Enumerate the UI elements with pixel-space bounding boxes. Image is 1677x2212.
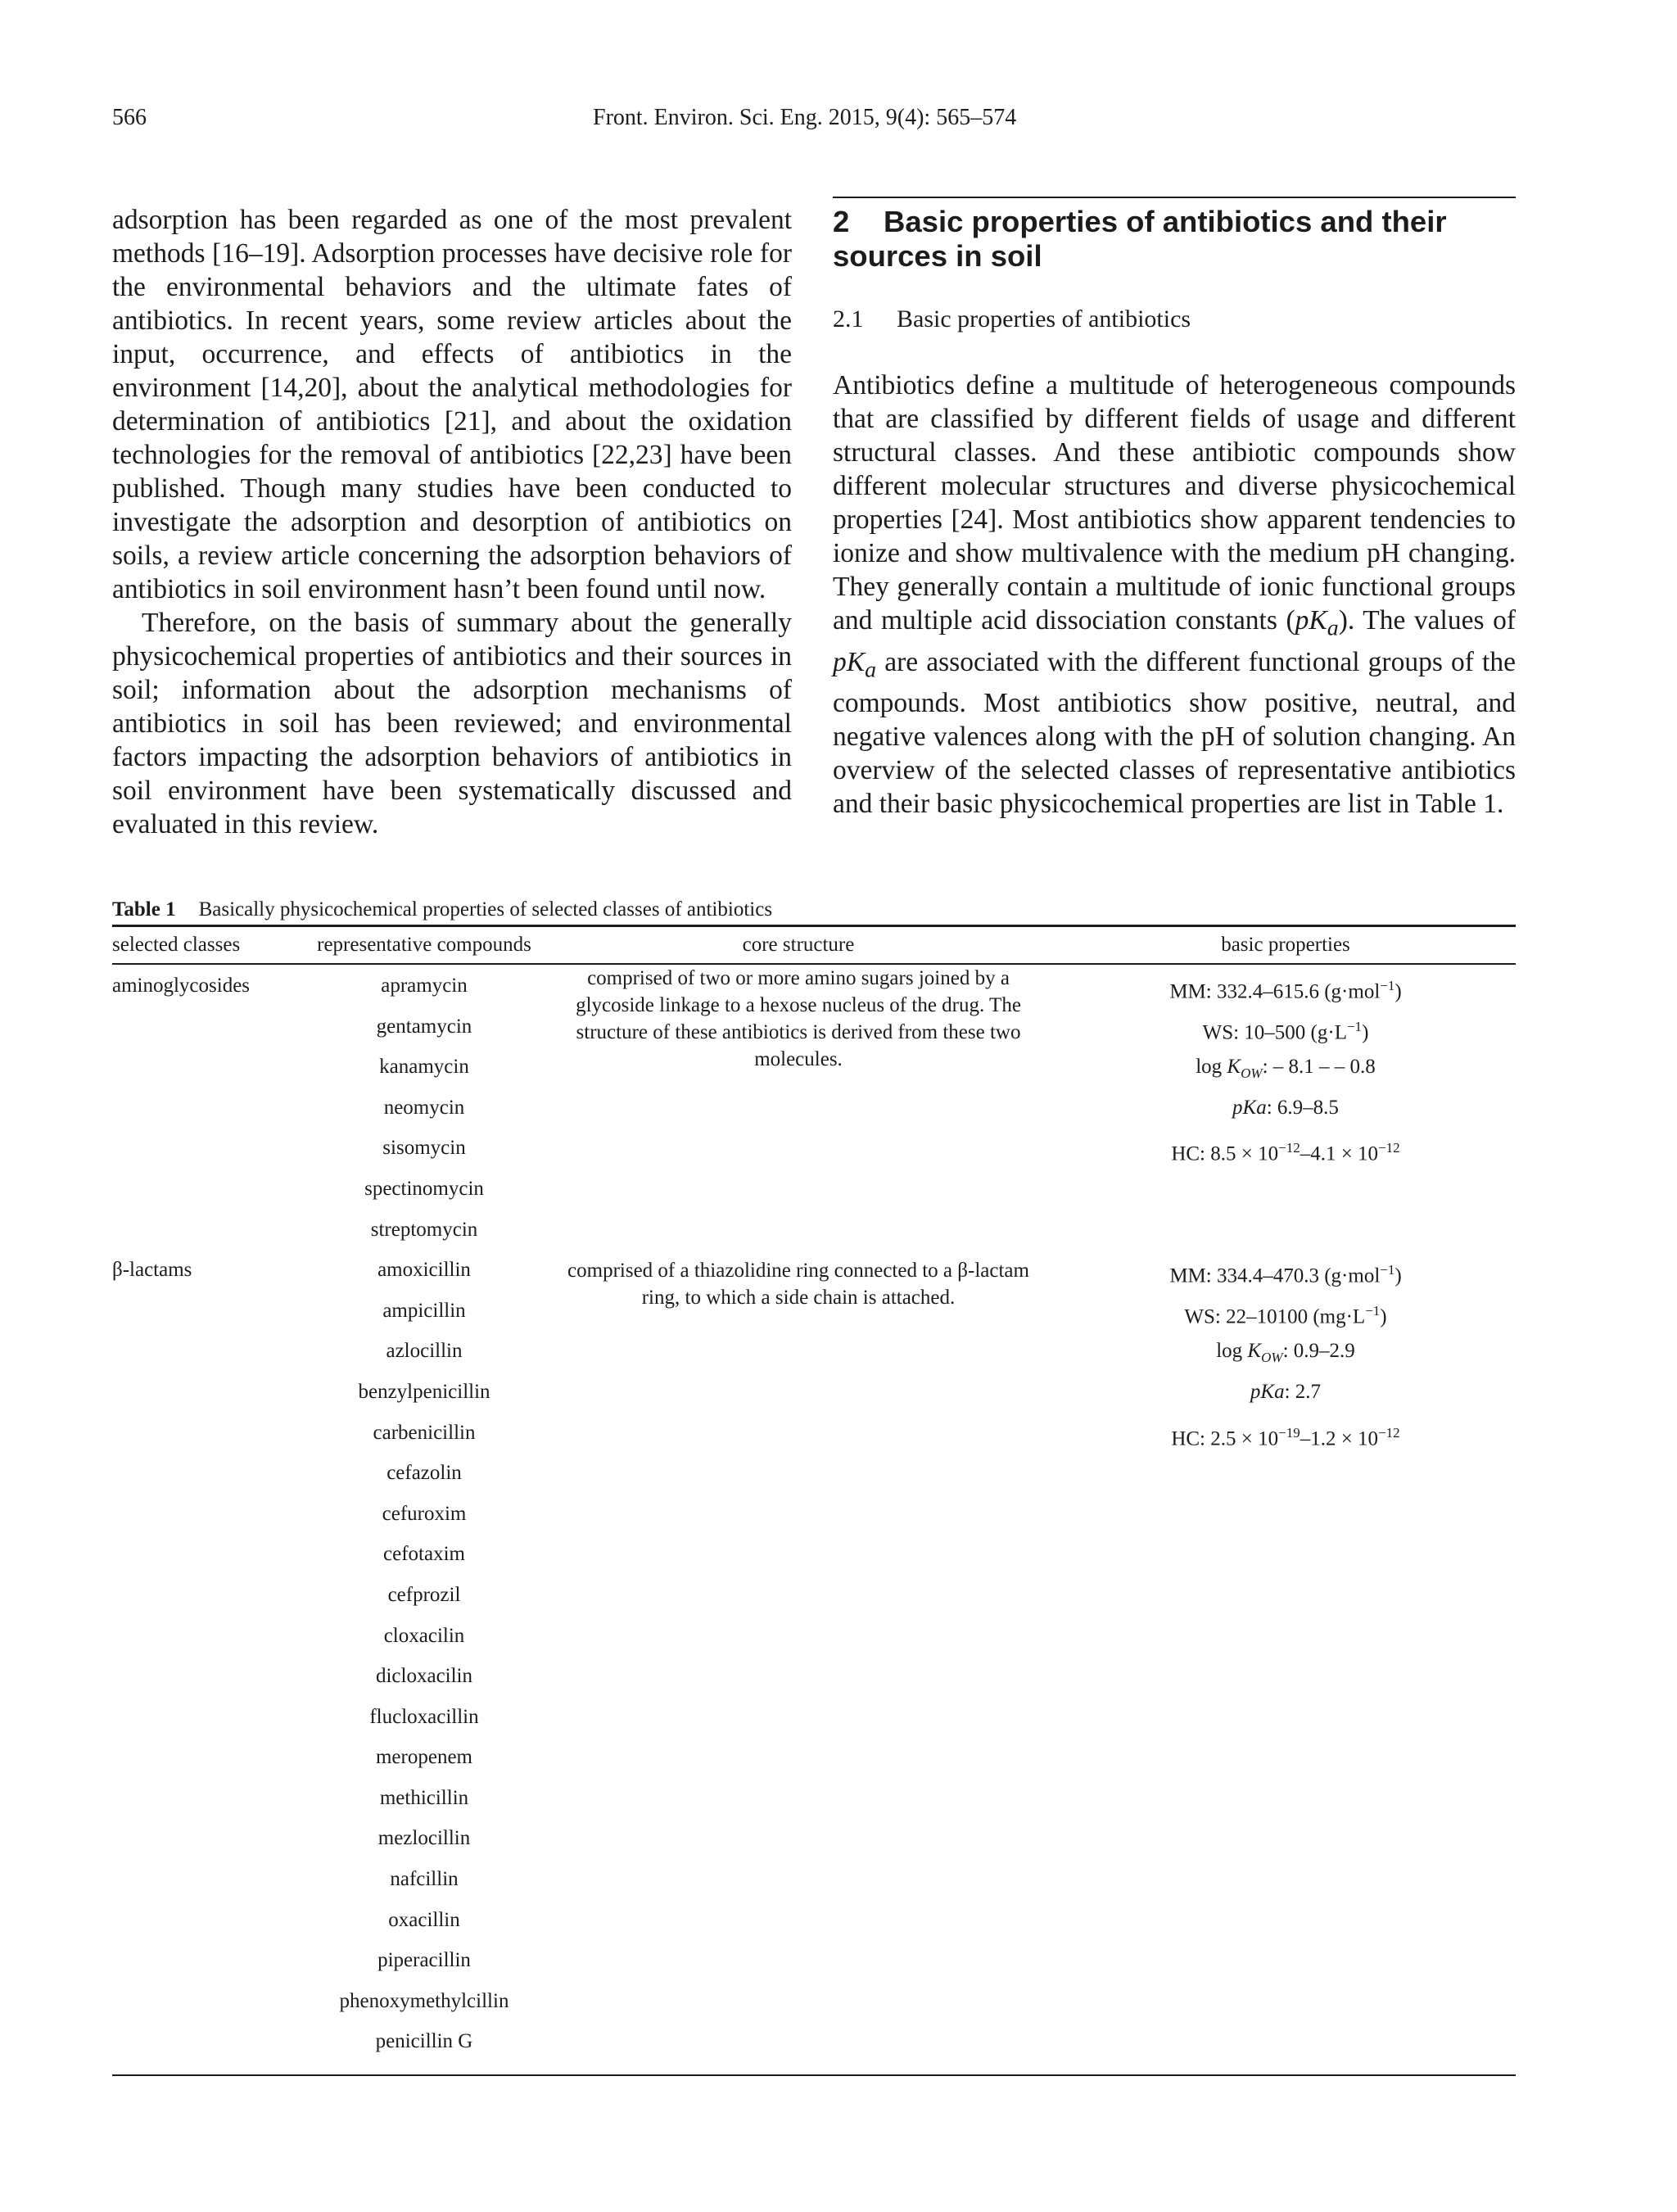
property-cell: WS: 22–10100 $(mg\cdot L^{-1})$ <box>1184 1302 1387 1328</box>
structure-cell <box>541 1907 1055 1948</box>
class-cell <box>112 1785 307 1826</box>
property-cell <box>1055 1744 1516 1785</box>
table-row <box>112 1338 1516 1379</box>
compound-cell: dicloxacilin <box>375 1665 473 1688</box>
property-cell: pKa: 6.9–8.5 <box>1232 1096 1339 1119</box>
class-cell <box>112 1217 307 1258</box>
table-row <box>112 1623 1516 1664</box>
structure-cell <box>541 1298 1055 1339</box>
table-row <box>112 1785 1516 1826</box>
table-row <box>112 1907 1516 1948</box>
class-cell <box>112 1866 307 1907</box>
structure-cell <box>541 1988 1055 2029</box>
structure-cell <box>541 1704 1055 1745</box>
page-number: 566 <box>112 105 147 130</box>
structure-cell <box>541 1176 1055 1217</box>
compound-cell: sisomycin <box>382 1137 466 1160</box>
class-cell <box>112 1825 307 1866</box>
property-cell <box>1055 2029 1516 2070</box>
structure-cell <box>541 1947 1055 1988</box>
property-cell <box>1055 1785 1516 1826</box>
property-cell: $\log K_{OW}$: 0.9–2.9 <box>1216 1340 1355 1366</box>
property-cell <box>1055 1176 1516 1217</box>
class-cell <box>112 1014 307 1055</box>
table-row <box>112 1379 1516 1420</box>
class-cell <box>112 2029 307 2070</box>
column-header: core structure <box>541 926 1055 965</box>
compound-cell: azlocillin <box>386 1340 463 1363</box>
structure-cell <box>541 1866 1055 1907</box>
compound-cell: amoxicillin <box>377 1259 471 1282</box>
section-heading <box>833 205 1516 274</box>
compound-cell: penicillin G <box>375 2030 473 2053</box>
property-cell <box>1055 1582 1516 1623</box>
class-cell <box>112 1338 307 1379</box>
property-cell <box>1055 1825 1516 1866</box>
compound-cell: cefprozil <box>387 1583 461 1606</box>
structure-cell <box>541 1217 1055 1258</box>
table-row <box>112 1825 1516 1866</box>
table-row <box>112 1663 1516 1704</box>
compound-cell: streptomycin <box>370 1218 478 1241</box>
property-cell <box>1055 1501 1516 1542</box>
table-row <box>112 1257 1516 1298</box>
compound-cell: neomycin <box>383 1096 465 1119</box>
core-structure-text: comprised of two or more amino sugars joined by a glycoside linkage to a hexose nucleus of the drug. The structure of these antibiotics is derived from these two molecules. <box>576 967 1021 1070</box>
structure-cell <box>541 1379 1055 1420</box>
structure-cell <box>541 1257 1055 1310</box>
class-cell <box>112 1298 307 1339</box>
pka-symbol: $pK_a$ <box>1295 605 1339 641</box>
section-number: 2 <box>833 205 850 238</box>
table-header-row <box>112 926 1516 965</box>
compound-cell: apramycin <box>381 975 468 997</box>
class-cell <box>112 1379 307 1420</box>
compound-cell: carbenicillin <box>373 1421 476 1444</box>
table-row <box>112 1541 1516 1582</box>
subsection-title: Basic properties of antibiotics <box>897 305 1191 332</box>
table-row <box>112 1217 1516 1258</box>
class-cell <box>112 1623 307 1664</box>
text-run: Antibiotics define a multitude of heterogeneous compounds that are classified by different fields of usage and different structural classes. And these antibiotic compounds show different molecular structures and diverse physicochemical properties [24]. Most antibiotics show apparent tendencies to ionize and show multivalence with the medium pH changing. They generally contain a multitude of ionic functional groups and multiple acid dissociation constants ( <box>833 370 1516 636</box>
class-cell <box>112 1541 307 1582</box>
table-row <box>112 1704 1516 1745</box>
property-cell: $\log K_{OW}$: – 8.1 – – 0.8 <box>1196 1056 1376 1082</box>
pka-symbol: $pK_a$ <box>833 646 877 683</box>
table-row <box>112 1947 1516 1988</box>
core-structure-text: comprised of a thiazolidine ring connected to a β-lactam ring, to which a side chain is attached. <box>567 1260 1029 1310</box>
table-row <box>112 1460 1516 1501</box>
compound-cell: cefuroxim <box>382 1502 467 1525</box>
table-caption <box>112 895 1516 925</box>
structure-cell <box>541 1135 1055 1176</box>
table-row <box>112 2029 1516 2070</box>
paragraph: adsorption has been regarded as one of the most prevalent methods [16–19]. Adsorption processes have decisive role for the environmental behaviors and the ultimate fates of antibiotics. In recent years, some review articles about the input, occurrence, and effects of antibiotics in the environment [14,20], about the analytical methodologies for determination of antibiotics [21], and about the oxidation technologies for the removal of antibiotics [22,23] have been published. Though many studies have been conducted to investigate the adsorption and desorption of antibiotics on soils, a review article concerning the adsorption behaviors of antibiotics in soil environment hasn’t been found until now. <box>112 205 792 604</box>
class-cell <box>112 1501 307 1542</box>
class-cell <box>112 1947 307 1988</box>
compound-cell: cloxacilin <box>383 1624 465 1647</box>
property-cell: WS: 10–500 $(g\cdot L^{-1})$ <box>1202 1018 1369 1043</box>
compound-cell: cefotaxim <box>383 1543 465 1566</box>
structure-cell <box>541 1744 1055 1785</box>
compound-cell: nafcillin <box>390 1868 459 1891</box>
compound-cell: meropenem <box>375 1746 472 1769</box>
table-row <box>112 1744 1516 1785</box>
class-cell <box>112 1460 307 1501</box>
table-row <box>112 1095 1516 1136</box>
structure-cell <box>541 1095 1055 1136</box>
class-cell <box>112 1420 307 1461</box>
property-cell: HC: $8.5 \times 10^{-12}-4.1 \times 10^{-12}$ <box>1171 1140 1400 1165</box>
property-cell <box>1055 1704 1516 1745</box>
compound-cell: piperacillin <box>377 1949 471 1972</box>
left-column <box>112 203 792 841</box>
table-row <box>112 1014 1516 1055</box>
table-caption-text: Basically physicochemical properties of selected classes of antibiotics <box>198 898 773 921</box>
table-bottom-rule <box>112 2074 1516 2076</box>
table-body <box>112 964 1516 2070</box>
structure-cell <box>541 1623 1055 1664</box>
table-row <box>112 1298 1516 1339</box>
text-run: are associated with the different functional groups of the compounds. Most antibiotics show positive, neutral, and negative valences along with the pH of solution changing. An overview of the selected classes of representative antibiotics and their basic physicochemical properties are list in Table 1. <box>833 646 1516 820</box>
structure-cell <box>541 1501 1055 1542</box>
right-column <box>833 197 1516 821</box>
structure-cell <box>541 1825 1055 1866</box>
property-cell <box>1055 1866 1516 1907</box>
property-cell <box>1055 1217 1516 1258</box>
property-cell <box>1055 1460 1516 1501</box>
compound-cell: spectinomycin <box>364 1177 484 1200</box>
section-title: Basic properties of antibiotics and their sources in soil <box>833 205 1447 273</box>
running-header: Front. Environ. Sci. Eng. 2015, 9(4): 565–574 <box>593 105 1017 130</box>
table-1 <box>112 895 1516 2076</box>
class-cell <box>112 1907 307 1948</box>
section-rule <box>833 197 1516 198</box>
properties-table <box>112 925 1516 2070</box>
class-cell <box>112 1135 307 1176</box>
column-header: representative compounds <box>307 926 541 965</box>
table-row <box>112 1988 1516 2029</box>
property-cell <box>1055 1663 1516 1704</box>
paragraph: Therefore, on the basis of summary about the generally physicochemical properties of antibiotics and their sources in soil; information about the adsorption mechanisms of antibiotics in soil has been reviewed; and environmental factors impacting the adsorption behaviors of antibiotics in soil environment have been systematically discussed and evaluated in this review. <box>112 608 792 839</box>
structure-cell <box>541 1054 1055 1095</box>
compound-cell: cefazolin <box>386 1462 462 1485</box>
paragraph <box>833 369 1516 821</box>
property-cell <box>1055 1947 1516 1988</box>
table-row <box>112 1176 1516 1217</box>
structure-cell <box>541 1014 1055 1055</box>
subsection-heading <box>833 303 1516 336</box>
column-header: selected classes <box>112 926 307 965</box>
property-cell <box>1055 1623 1516 1664</box>
structure-cell <box>541 1582 1055 1623</box>
compound-cell: kanamycin <box>379 1056 469 1079</box>
class-cell <box>112 1095 307 1136</box>
compound-cell: oxacillin <box>388 1908 460 1931</box>
compound-cell: flucloxacillin <box>369 1705 479 1728</box>
table-row <box>112 1501 1516 1542</box>
table-row <box>112 1582 1516 1623</box>
class-cell <box>112 1176 307 1217</box>
column-header: basic properties <box>1055 926 1516 965</box>
text-run: ). The values of <box>1338 605 1516 636</box>
structure-cell <box>541 1460 1055 1501</box>
structure-cell <box>541 964 1055 1070</box>
property-cell: MM: 334.4–470.3 (g·mol$^{-1}$) <box>1169 1262 1402 1287</box>
structure-cell <box>541 1338 1055 1379</box>
structure-cell <box>541 2029 1055 2070</box>
table-row <box>112 1135 1516 1176</box>
class-cell: β-lactams <box>112 1259 192 1282</box>
subsection-number: 2.1 <box>833 305 864 332</box>
compound-cell: mezlocillin <box>377 1827 471 1850</box>
compound-cell: gentamycin <box>376 1015 472 1038</box>
class-cell <box>112 1054 307 1095</box>
table-row <box>112 1420 1516 1461</box>
property-cell: MM: 332.4–615.6 (g·mol$^{-1}$) <box>1169 978 1402 1003</box>
table-label: Table 1 <box>112 898 176 921</box>
property-cell <box>1055 1988 1516 2029</box>
compound-cell: benzylpenicillin <box>358 1380 490 1403</box>
table-row <box>112 1866 1516 1907</box>
compound-cell: methicillin <box>379 1786 469 1809</box>
property-cell <box>1055 1541 1516 1582</box>
structure-cell <box>541 1785 1055 1826</box>
property-cell: pKa: 2.7 <box>1250 1380 1322 1403</box>
structure-cell <box>541 1663 1055 1704</box>
class-cell: aminoglycosides <box>112 975 251 997</box>
structure-cell <box>541 1420 1055 1461</box>
property-cell <box>1055 1907 1516 1948</box>
compound-cell: phenoxymethylcillin <box>339 1989 509 2012</box>
class-cell <box>112 1704 307 1745</box>
class-cell <box>112 1582 307 1623</box>
class-cell <box>112 1744 307 1785</box>
structure-cell <box>541 1541 1055 1582</box>
class-cell <box>112 1988 307 2029</box>
property-cell: HC: $2.5 \times 10^{-19}-1.2 \times 10^{-12}$ <box>1171 1424 1400 1450</box>
table-row <box>112 1054 1516 1095</box>
compound-cell: ampicillin <box>382 1299 466 1322</box>
class-cell <box>112 1663 307 1704</box>
table-row <box>112 964 1516 1014</box>
